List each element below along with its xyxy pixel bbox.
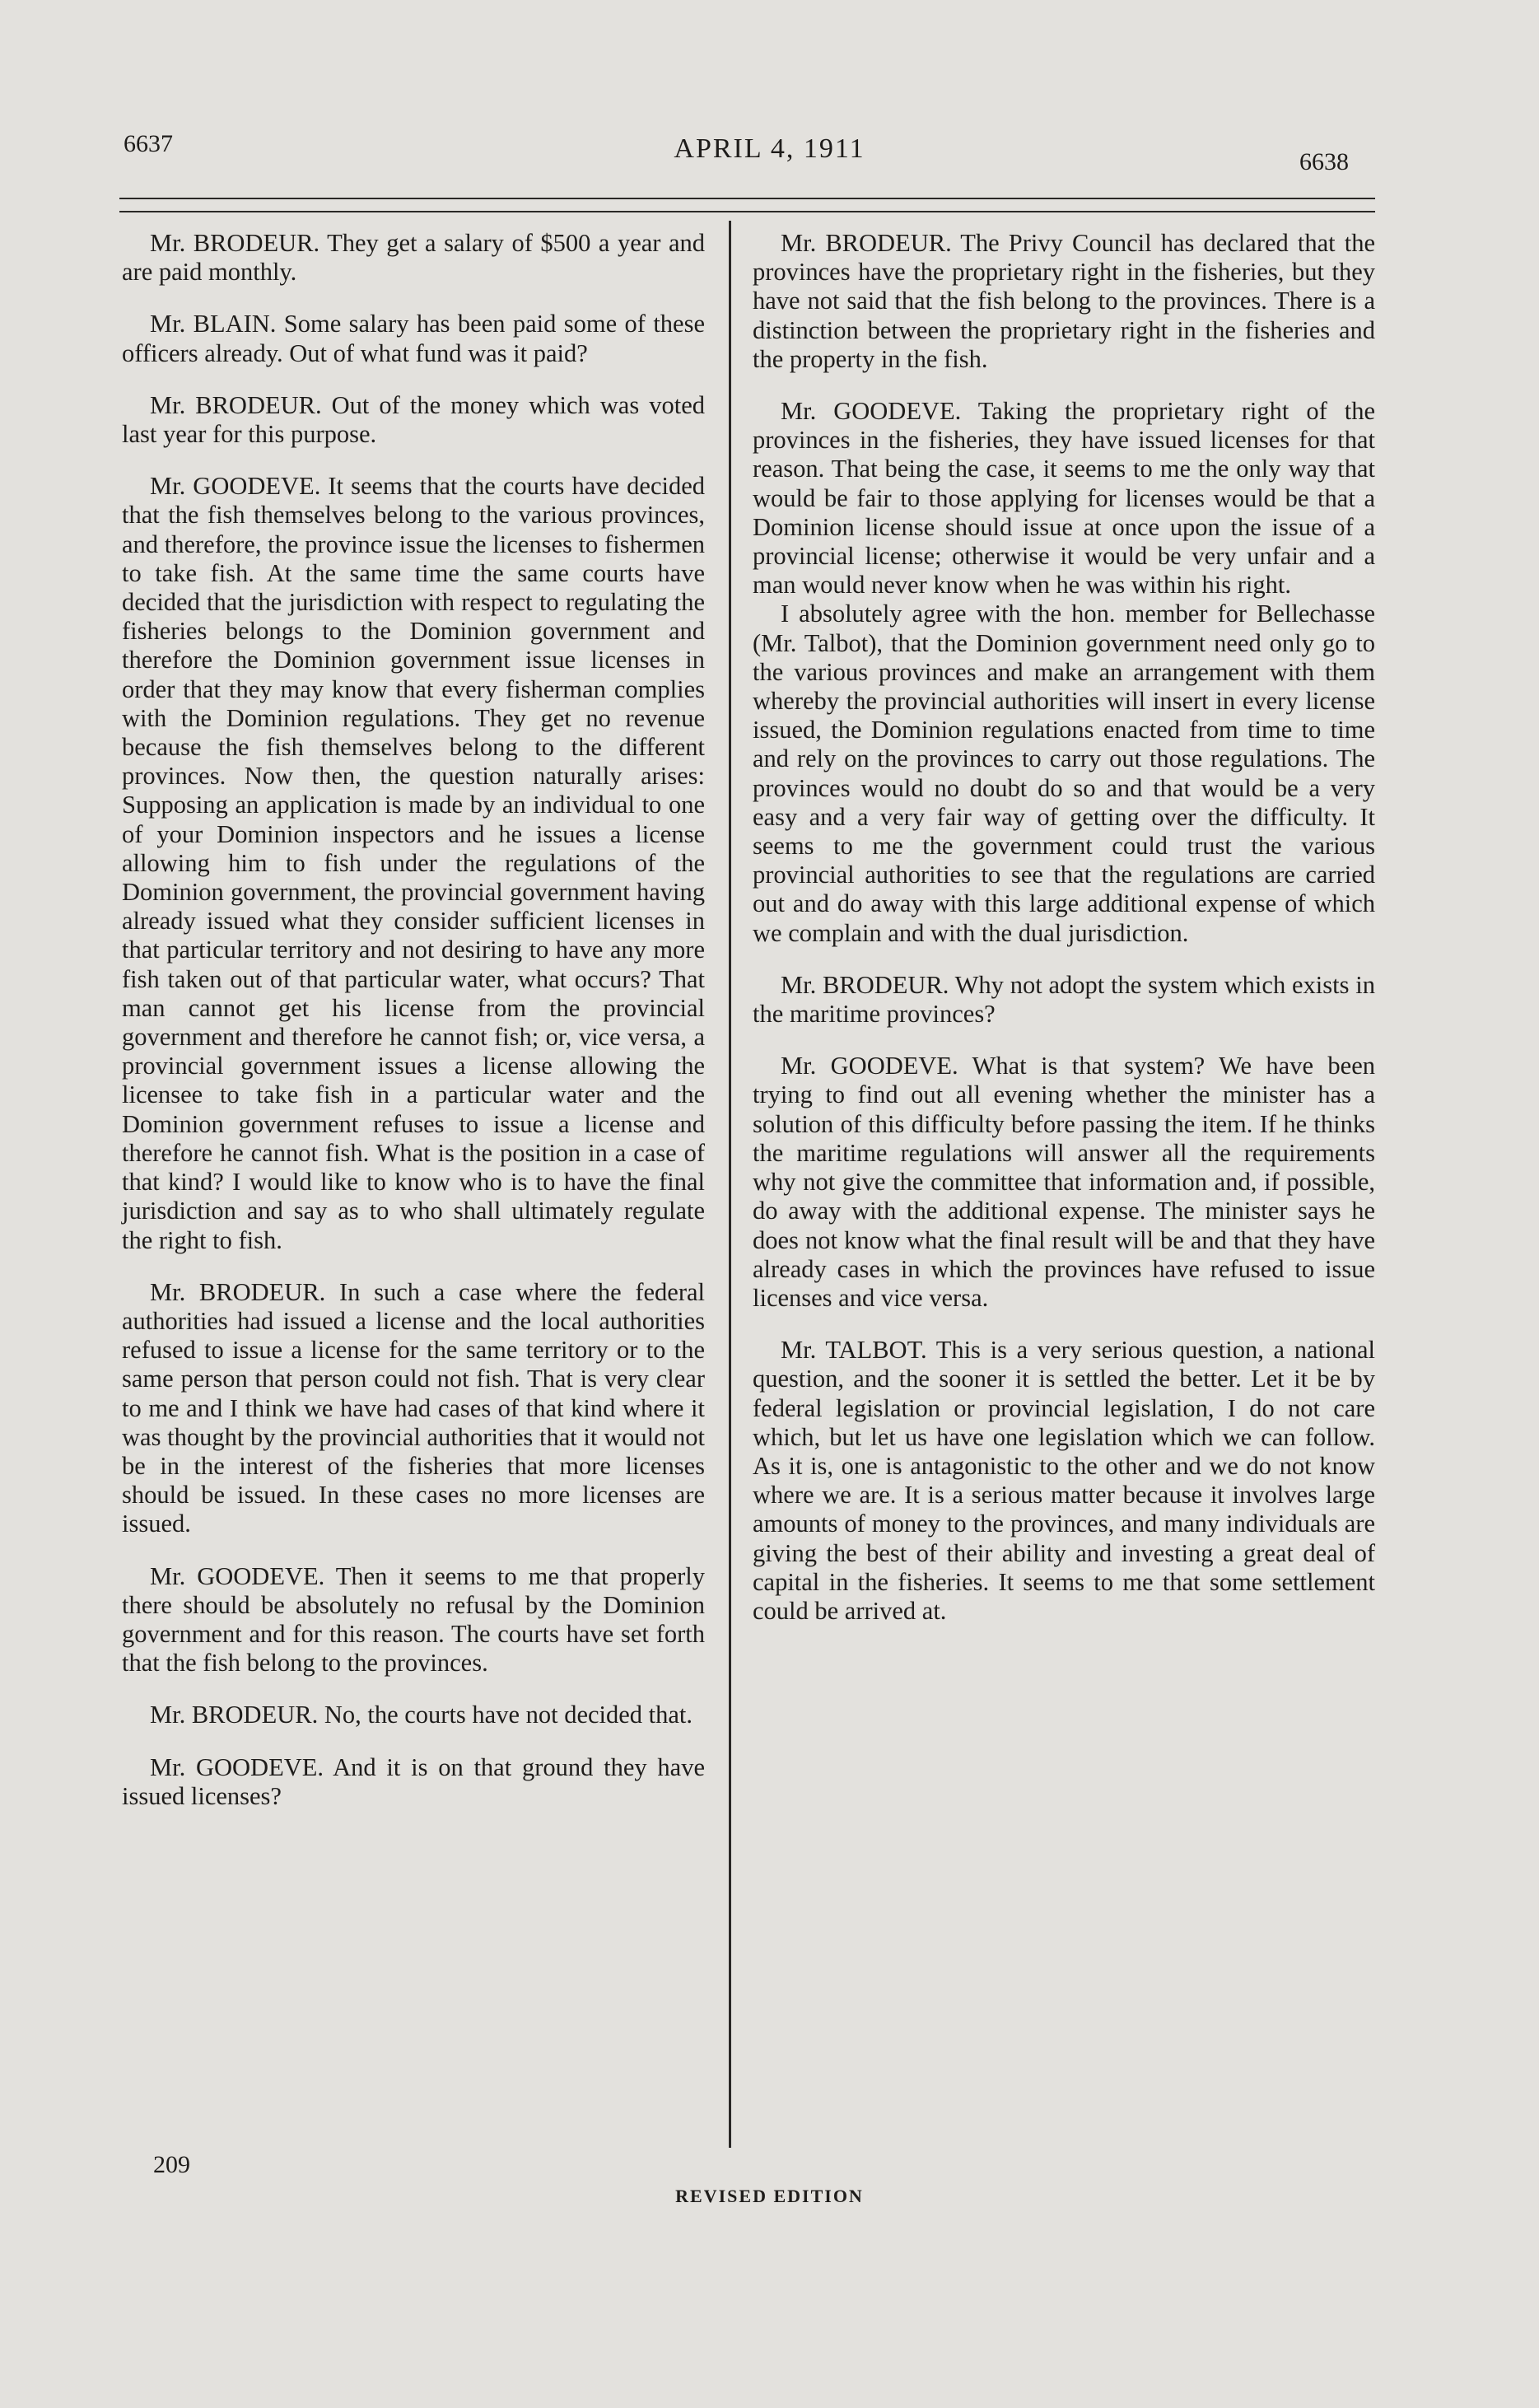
- debate-paragraph: Mr. GOODEVE. It seems that the courts have decided that the fish themselves belong to the various provinces, and therefore, the province issue the licenses to fishermen to take fish. At the same time the same courts have decided that the jurisdiction with respect to regulating the fisheries belongs to the Dominion government and therefore the Dominion government issue licenses in order that they may know that every fisherman complies with the Dominion regulations. They get no revenue because the fish themselves belong to the different provinces. Now then, the question naturally arises: Supposing an application is made by an individual to one of your Dominion inspectors and he issues a license allowing him to fish under the regulations of the Dominion government, the provincial government having already issued what they consider sufficient licenses in that particular territory and not desiring to have any more fish taken out of that particular water, what occurs? That man cannot get his license from the provincial government and therefore he cannot fish; or, vice versa, a provincial government issues a license allowing the licensee to take fish in a particular water and the Dominion government refuses to issue a license and therefore he cannot fish. What is the position in a case of that kind? I would like to know who is to have the final jurisdiction and say as to who shall ultimately regulate the right to fish.: [122, 472, 705, 1254]
- column-divider: [729, 221, 731, 2148]
- debate-paragraph: Mr. BRODEUR. Out of the money which was voted last year for this purpose.: [122, 390, 705, 449]
- page-number-right: 6638: [1299, 148, 1349, 175]
- right-column: [753, 229, 1375, 1649]
- debate-paragraph: Mr. BLAIN. Some salary has been paid some of these officers already. Out of what fund was it paid?: [122, 310, 705, 367]
- header-rule-bottom: [119, 211, 1375, 212]
- signature-mark: 209: [153, 2151, 190, 2178]
- debate-paragraph: I absolutely agree with the hon. member for Bellechasse (Mr. Talbot), that the Dominion government need only go to the various provinces and make an arrangement with them whereby the provincial authorities will insert in every license issued, the Dominion regulations enacted from time to time and rely on the provinces to carry out those regulations. The provinces would no doubt do so and that would be a very easy and a very fair way of getting over the difficulty. It seems to me the government could trust the various provincial authorities to see that the regulations are carried out and do away with this large additional expense of which we complain and with the dual jurisdiction.: [753, 600, 1375, 947]
- left-column: [122, 229, 705, 1834]
- debate-paragraph: Mr. GOODEVE. Then it seems to me that properly there should be absolutely no refusal by the Dominion government and for this reason. The courts have set forth that the fish belong to the provinces.: [122, 1561, 705, 1678]
- edition-label: REVISED EDITION: [675, 2186, 864, 2206]
- debate-paragraph: Mr. GOODEVE. Taking the proprietary right of the provinces in the fisheries, they have issued licenses for that reason. That being the case, it seems to me the only way that would be fair to those applying for licenses would be that a Dominion license should issue at once upon the issue of a provincial license; otherwise it would be very unfair and a man would never know when he was within his right.: [753, 397, 1375, 600]
- debate-paragraph: Mr. GOODEVE. What is that system? We have been trying to find out all evening whether the minister has a solution of this difficulty before passing the item. If he thinks the maritime regulations will answer all the requirements why not give the committee that information and, if possible, do away with the additional expense. The minister says he does not know what the final result will be and that they have already cases in which the provinces have refused to issue licenses and vice versa.: [753, 1052, 1375, 1312]
- debate-paragraph: Mr. BRODEUR. In such a case where the federal authorities had issued a license and the local authorities refused to issue a license for the same territory or to the same person that person could not fish. That is very clear to me and I think we have had cases of that kind where it was thought by the provincial authorities that it would not be in the interest of the fisheries that more licenses should be issued. In these cases no more licenses are issued.: [122, 1277, 705, 1538]
- debate-paragraph: Mr. TALBOT. This is a very serious question, a national question, and the sooner it is settled the better. Let it be by federal legislation or provincial legislation, I do not care which, but let us have one legislation which we can follow. As it is, one is antagonistic to the other and we do not know where we are. It is a serious matter because it involves large amounts of money to the provinces, and many individuals are giving the best of their ability and investing a great deal of capital in the fisheries. It seems to me that some settlement could be arrived at.: [753, 1336, 1375, 1625]
- debate-paragraph: Mr. BRODEUR. They get a salary of $500 a year and are paid monthly.: [122, 229, 705, 287]
- debate-paragraph: Mr. BRODEUR. The Privy Council has declared that the provinces have the proprietary right in the fisheries, but they have not said that the fish belong to the provinces. There is a distinction between the proprietary right in the fisheries and the property in the fish.: [753, 229, 1375, 373]
- page-date-header: APRIL 4, 1911: [674, 133, 865, 164]
- header-rule-top: [119, 198, 1375, 199]
- debate-paragraph: Mr. BRODEUR. No, the courts have not decided that.: [150, 1701, 693, 1729]
- debate-paragraph: Mr. GOODEVE. And it is on that ground they have issued licenses?: [122, 1752, 705, 1810]
- debate-paragraph: Mr. BRODEUR. Why not adopt the system which exists in the maritime provinces?: [753, 970, 1375, 1029]
- page-number-left: 6637: [124, 130, 173, 157]
